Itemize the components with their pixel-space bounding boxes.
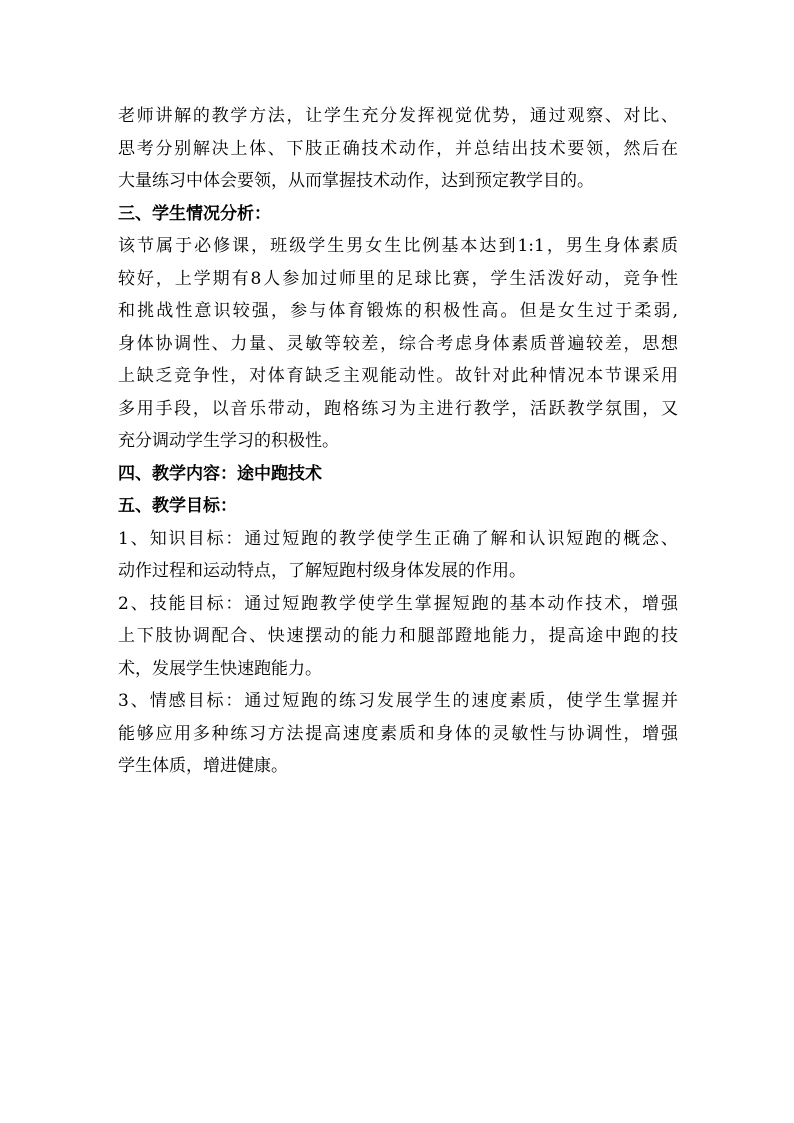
text-line: 和挑战性意识较强，参与体育锻炼的积极性高。但是女生过于柔弱, xyxy=(118,301,678,321)
text-line: 多用手段，以音乐带动，跑格练习为主进行教学，活跃教学氛围，又 xyxy=(118,398,678,419)
text-line: 能够应用多种练习方法提高速度素质和身体的灵敏性与协调性，增强 xyxy=(118,723,678,744)
text-line: 该节属于必修课，班级学生男女生比例基本达到1:1，男生身体素质 xyxy=(118,236,678,256)
text-line: 充分调动学生学习的积极性。 xyxy=(118,431,339,451)
text-line: 1、知识目标：通过短跑的教学使学生正确了解和认识短跑的概念、 xyxy=(118,528,678,549)
text-line: 大量练习中体会要领，从而掌握技术动作，达到预定教学目的。 xyxy=(118,171,594,191)
document-body xyxy=(118,100,678,783)
text-line: 术，发展学生快速跑能力。 xyxy=(118,658,322,679)
text-line: 上缺乏竞争性，对体育缺乏主观能动性。故针对此种情况本节课采用 xyxy=(118,366,678,386)
section-heading: 三、学生情况分析： xyxy=(118,203,271,224)
text-line: 较好，上学期有8人参加过师里的足球比赛，学生活泼好动，竞争性 xyxy=(118,268,678,289)
text-line: 2、技能目标：通过短跑教学使学生掌握短跑的基本动作技术，增强 xyxy=(118,593,678,614)
text-line: 上下肢协调配合、快速摆动的能力和腿部蹬地能力，提高途中跑的技 xyxy=(118,626,678,646)
section-heading: 四、教学内容：途中跑技术 xyxy=(118,463,322,484)
text-line: 学生体质，增进健康。 xyxy=(118,756,288,776)
text-line: 老师讲解的教学方法，让学生充分发挥视觉优势，通过观察、对比、 xyxy=(118,106,678,126)
text-line: 思考分别解决上体、下肢正确技术动作，并总结出技术要领，然后在 xyxy=(118,138,678,159)
text-line: 身体协调性、力量、灵敏等较差，综合考虑身体素质普遍较差，思想 xyxy=(118,333,678,354)
text-line: 动作过程和运动特点，了解短跑村级身体发展的作用。 xyxy=(118,561,526,581)
text-line: 3、情感目标：通过短跑的练习发展学生的速度素质，使学生掌握并 xyxy=(118,691,678,711)
section-heading: 五、教学目标： xyxy=(118,496,237,516)
